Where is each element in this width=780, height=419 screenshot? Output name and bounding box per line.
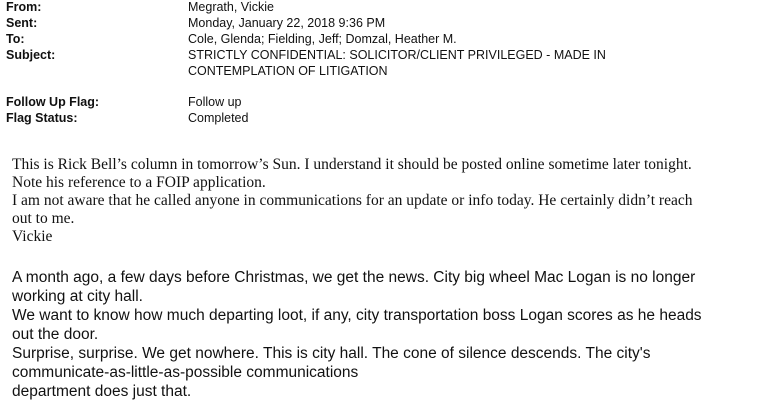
follow-up-flag-value: Follow up (188, 95, 242, 109)
column-line: We want to know how much departing loot, if any, city transportation boss Logan scores as he heads (12, 307, 702, 324)
sent-label: Sent: (6, 16, 38, 30)
column-line: Surprise, surprise. We get nowhere. This is city hall. The cone of silence descends. The city's (12, 345, 651, 362)
from-label: From: (6, 0, 42, 14)
message-line: This is Rick Bell’s column in tomorrow’s Sun. I understand it should be posted online sometime later tonight. (12, 156, 692, 173)
flag-status-value: Completed (188, 111, 249, 125)
column-line: out the door. (12, 326, 99, 343)
flag-status-label: Flag Status: (6, 111, 78, 125)
message-line: out to me. (12, 210, 75, 227)
column-line: department does just that. (12, 383, 192, 400)
sent-value: Monday, January 22, 2018 9:36 PM (188, 16, 386, 30)
column-line: working at city hall. (12, 288, 143, 305)
subject-value-line-1: STRICTLY CONFIDENTIAL: SOLICITOR/CLIENT PRIVILEGED - MADE IN (188, 48, 606, 62)
message-line: Note his reference to a FOIP application. (12, 174, 266, 191)
follow-up-flag-label: Follow Up Flag: (6, 95, 100, 109)
subject-label: Subject: (6, 48, 56, 62)
column-line: communicate-as-little-as-possible communications (12, 364, 359, 381)
to-value: Cole, Glenda; Fielding, Jeff; Domzal, Heather M. (188, 32, 457, 46)
message-signature: Vickie (12, 228, 53, 245)
to-label: To: (6, 32, 25, 46)
from-value: Megrath, Vickie (188, 0, 274, 14)
subject-value-line-2: CONTEMPLATION OF LITIGATION (188, 64, 388, 78)
column-line: A month ago, a few days before Christmas, we get the news. City big wheel Mac Logan is no longer (12, 269, 696, 286)
message-line: I am not aware that he called anyone in communications for an update or info today. He certainly didn’t reach (12, 192, 693, 209)
